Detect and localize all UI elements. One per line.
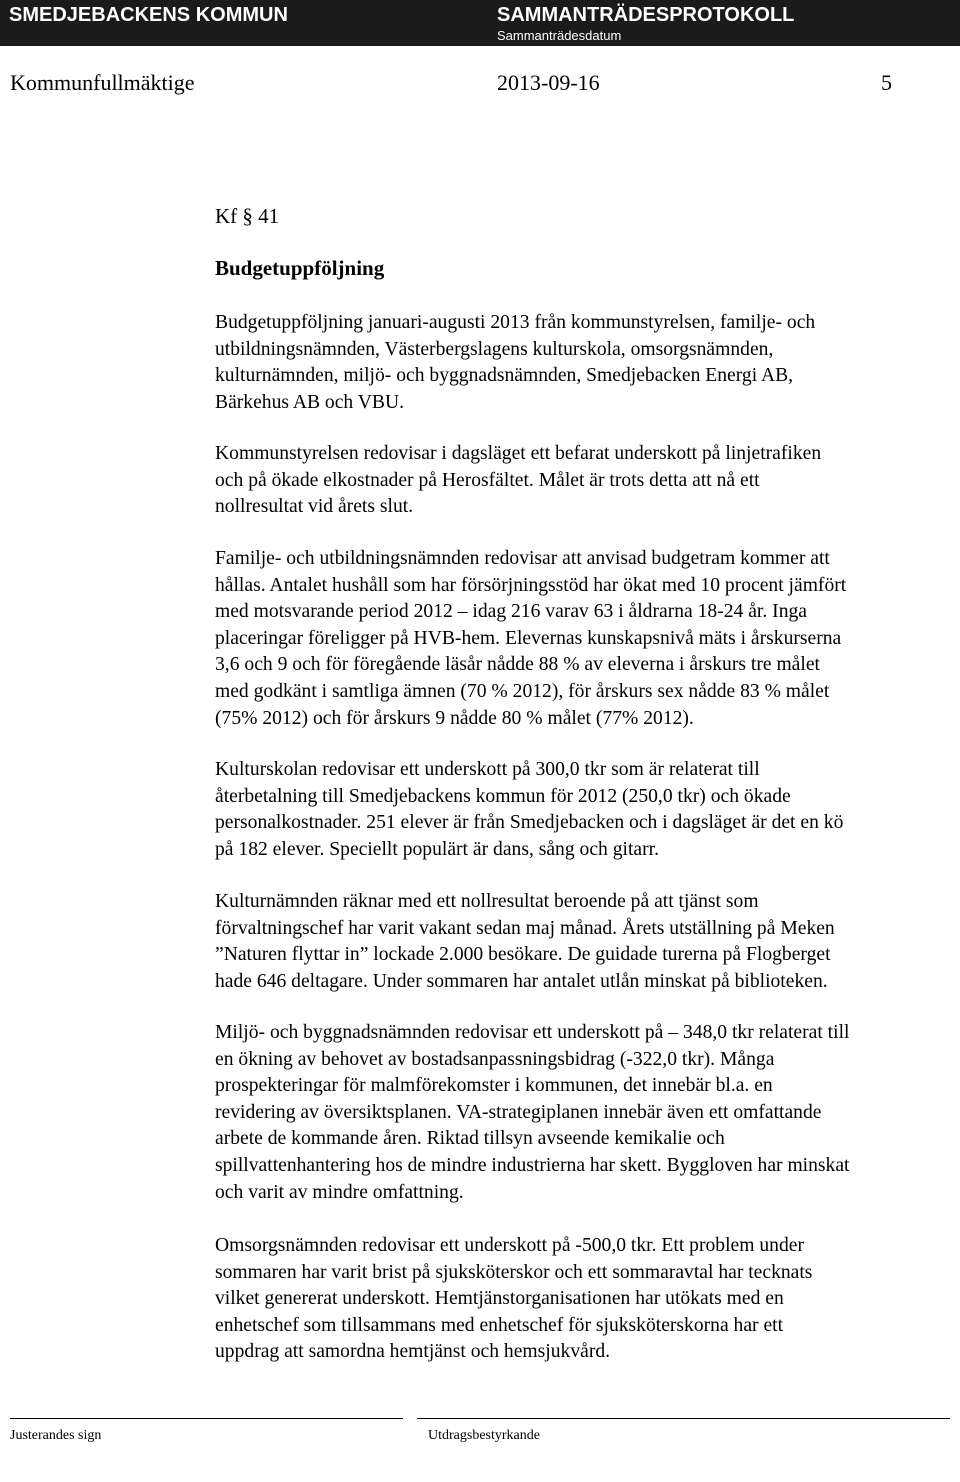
section-number: Kf § 41	[215, 204, 280, 228]
paragraph-intro	[215, 310, 815, 416]
paragraph-line: förvaltningschef har varit vakant sedan maj månad. Årets utställning på Meken	[215, 917, 835, 939]
header-bar	[0, 0, 960, 46]
paragraph-line: nollresultat vid årets slut.	[215, 496, 414, 518]
paragraph-line: Kommunstyrelsen redovisar i dagsläget ett befarat underskott på linjetrafiken	[215, 443, 822, 464]
paragraph-line: sommaren har varit brist på sjuksköterskor och ett sommaravtal har tecknats	[215, 1261, 813, 1283]
paragraph-line: med godkänt i samtliga ämnen (70 % 2012), för årskurs sex nådde 83 % målet	[215, 680, 830, 702]
paragraph-line: och varit av mindre omfattning.	[215, 1181, 464, 1203]
paragraph-line: ”Naturen flyttar in” lockade 2.000 besökare. De guidade turerna på Flogberget	[215, 944, 831, 966]
organization-name: SMEDJEBACKENS KOMMUN	[9, 4, 288, 26]
section-title: Budgetuppföljning	[215, 256, 385, 280]
body-name: Kommunfullmäktige	[10, 70, 195, 95]
certification-label: Utdragsbestyrkande	[428, 1428, 540, 1443]
paragraph-line: en ökning av behovet av bostadsanpassningsbidrag (-322,0 tkr). Många	[215, 1048, 775, 1070]
paragraph-miljo-bygg	[215, 1020, 849, 1206]
paragraph-line: hade 646 deltagare. Under sommaren har antalet utlån minskat på biblioteken.	[215, 970, 828, 992]
meeting-date: 2013-09-16	[497, 70, 600, 95]
signature-label: Justerandes sign	[10, 1428, 102, 1443]
paragraph-line: spillvattenhantering hos de mindre industrierna har skett. Byggloven har minskat	[215, 1154, 850, 1176]
paragraph-line: enhetschef som tillsammans med enhetschef för sjuksköterskorna har ett	[215, 1314, 784, 1336]
paragraph-line: prospekteringar för malmförekomster i kommunen, det innebär bl.a. en	[215, 1075, 773, 1097]
paragraph-familje-utbildning	[215, 546, 846, 732]
paragraph-kommunstyrelsen	[215, 441, 821, 521]
paragraph-line: utbildningsnämnden, Västerbergslagens kulturskola, omsorgsnämnden,	[215, 338, 774, 360]
paragraph-line: på 182 elever. Speciellt populärt är dans, sång och gitarr.	[215, 838, 659, 860]
paragraph-line: revidering av översiktsplanen. VA-strategiplanen innebär även ett omfattande	[215, 1101, 822, 1123]
document-type: SAMMANTRÄDESPROTOKOLL	[497, 4, 795, 26]
paragraph-line: vilket genererat underskott. Hemtjänstorganisationen har utökats med en	[215, 1288, 784, 1310]
footer-divider-right	[417, 1418, 950, 1419]
paragraph-line: hållas. Antalet hushåll som har försörjningsstöd har ökat med 10 procent jämfört	[215, 574, 847, 596]
paragraph-line: med motsvarande period 2012 – idag 216 varav 63 i åldrarna 18-24 år. Inga	[215, 601, 807, 623]
paragraph-kulturnamnden	[215, 889, 835, 995]
paragraph-line: Familje- och utbildningsnämnden redovisar att anvisad budgetram kommer att	[215, 548, 830, 569]
paragraph-line: Omsorgsnämnden redovisar ett underskott på -500,0 tkr. Ett problem under	[215, 1235, 804, 1256]
paragraph-line: Kulturskolan redovisar ett underskott på 300,0 tkr som är relaterat till	[215, 759, 760, 780]
paragraph-line: Budgetuppföljning januari-augusti 2013 från kommunstyrelsen, familje- och	[215, 312, 816, 333]
paragraph-line: Miljö- och byggnadsnämnden redovisar ett underskott på – 348,0 tkr relaterat till	[215, 1022, 850, 1043]
paragraph-line: återbetalning till Smedjebackens kommun för 2012 (250,0 tkr) och ökade	[215, 785, 791, 807]
paragraph-line: 3,6 och 9 och för föregående läsår nådde 88 % av eleverna i årskurs tre målet	[215, 654, 820, 676]
paragraph-line: Bärkehus AB och VBU.	[215, 391, 405, 413]
paragraph-line: placeringar föreligger på HVB-hem. Elevernas kunskapsnivå mäts i årskurserna	[215, 627, 842, 649]
paragraph-omsorg	[215, 1233, 812, 1366]
paragraph-line: personalkostnader. 251 elever är från Smedjebacken och i dagsläget är det en kö	[215, 812, 844, 834]
footer-divider-left	[10, 1418, 403, 1419]
paragraph-line: Kulturnämnden räknar med ett nollresultat beroende på att tjänst som	[215, 891, 759, 912]
paragraph-line: uppdrag att samordna hemtjänst och hemsjukvård.	[215, 1341, 611, 1363]
paragraph-line: kulturnämnden, miljö- och byggnadsnämnden, Smedjebacken Energi AB,	[215, 365, 794, 387]
paragraph-line: och på ökade elkostnader på Herosfältet. Målet är trots detta att nå ett	[215, 469, 760, 491]
meeting-date-label: Sammanträdesdatum	[497, 28, 622, 43]
paragraph-line: (75% 2012) och för årskurs 9 nådde 80 % målet (77% 2012).	[215, 707, 694, 729]
paragraph-line: arbete de kommande åren. Riktad tillsyn avseende kemikalie och	[215, 1128, 725, 1150]
page-number: 5	[881, 70, 892, 95]
paragraph-kulturskolan	[215, 757, 843, 863]
